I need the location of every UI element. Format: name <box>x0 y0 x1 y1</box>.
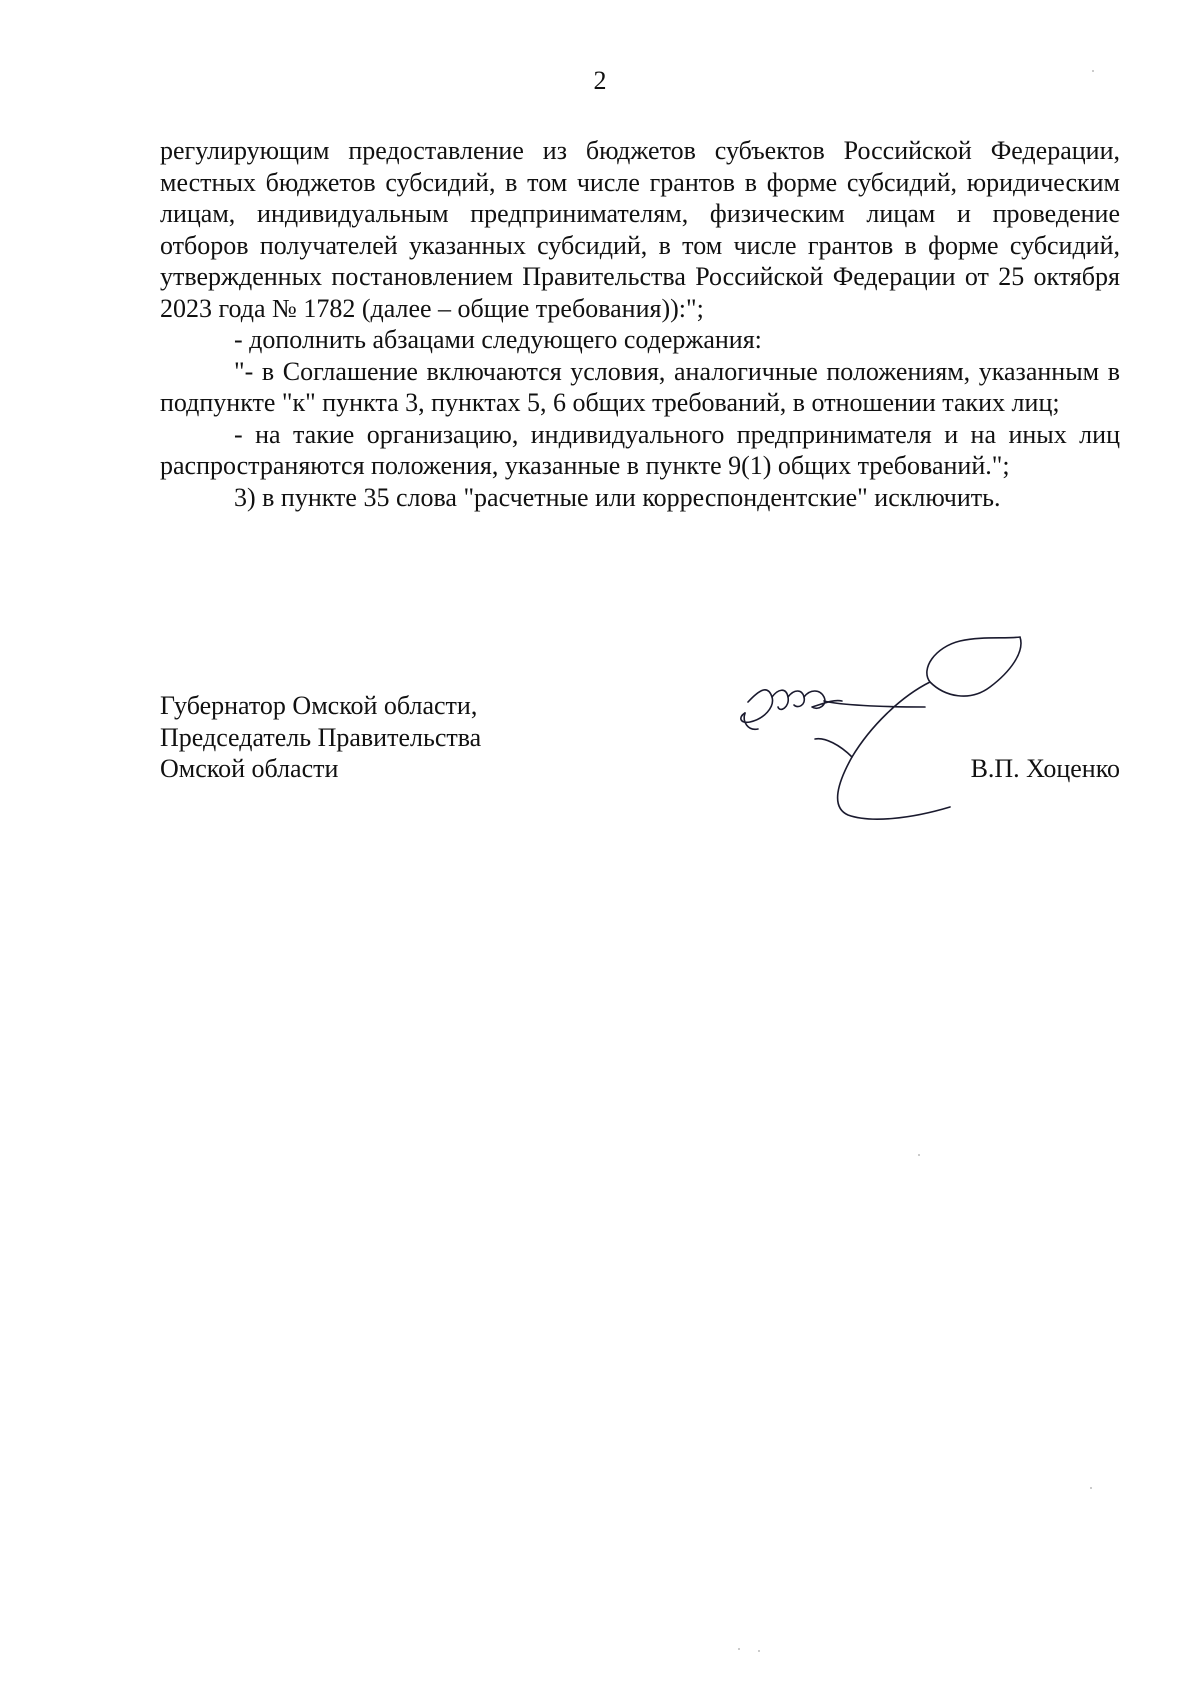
paragraph-item-3: 3) в пункте 35 слова "расчетные или корреспондентские" исключить. <box>234 482 1001 512</box>
scan-speck <box>758 1650 760 1652</box>
paragraph-provisions-scope: - на такие организацию, индивидуального предпринимателя и на иных лиц распространяются положения, указанные в пункте 9(1) общих требований."; <box>160 419 1120 480</box>
scan-speck <box>1090 1487 1092 1489</box>
signer-title-line: Губернатор Омской области, <box>160 691 478 720</box>
scan-speck <box>918 1154 920 1156</box>
scan-speck <box>738 1648 740 1650</box>
paragraph-continuation: регулирующим предоставление из бюджетов субъектов Российской Федерации, местных бюджетов субсидий, в том числе грантов в форме субсидий, юридическим лицам, индивидуальным предпринимателям, физическим лицам и проведение отборов получателей указанных субсидий, в том числе грантов в форме субсидий, утвержденных постановлением Правительства Российской Федерации от 25 октября 2023 года № 1782 (далее – общие требования)):"; <box>160 136 1120 323</box>
handwritten-signature <box>720 627 1040 827</box>
paragraph-agreement-conditions: "- в Соглашение включаются условия, аналогичные положениям, указанным в подпункте "к" пункта 3, пунктах 5, 6 общих требований, в отношении таких лиц; <box>160 356 1120 417</box>
signer-title-line: Председатель Правительства <box>160 722 482 752</box>
scan-speck <box>1092 70 1094 72</box>
signer-title-line: Омской области <box>160 754 339 783</box>
document-body <box>160 135 1120 513</box>
signer-name: В.П. Хоценко <box>970 754 1120 783</box>
page-number: 2 <box>593 66 607 95</box>
signer-title <box>160 690 481 785</box>
paragraph-amendment-intro: - дополнить абзацами следующего содержания: <box>234 325 762 354</box>
